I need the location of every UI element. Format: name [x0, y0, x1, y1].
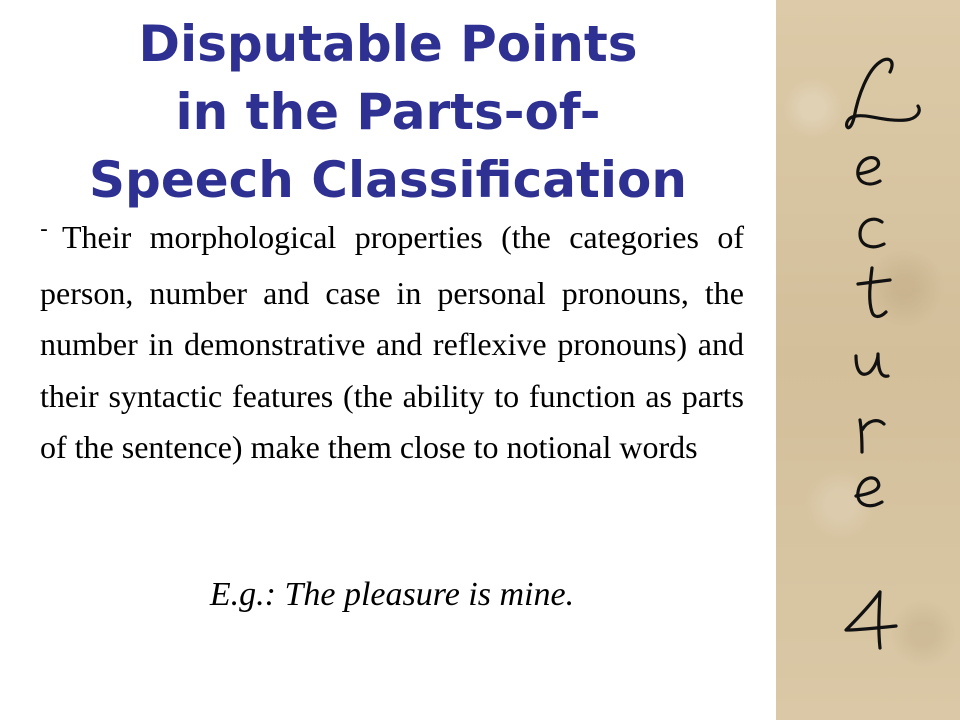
- script-L-top: [880, 59, 892, 72]
- title-line-3: Speech Classification: [89, 151, 687, 209]
- script-c: [860, 219, 884, 247]
- script-e: [858, 158, 880, 184]
- script-e2: [856, 478, 882, 506]
- script-L: [847, 62, 920, 128]
- slide-title: [8, 10, 768, 214]
- script-t-cross: [858, 280, 890, 284]
- title-line-1: Disputable Points: [138, 15, 638, 73]
- example-sentence: E.g.: The pleasure is mine.: [209, 576, 575, 613]
- lecture-side-panel: [776, 0, 960, 720]
- bullet-dash: -: [40, 217, 48, 242]
- body-text: Their morphological properties (the categories of person, number and case in personal pronouns, the number in demonstrative and reflexive pronouns) and their syntactic features (the ability to function as parts of the sentence) make them close to notional words: [40, 219, 744, 465]
- title-line-2: in the Parts-of-: [175, 83, 601, 141]
- body-paragraph: [40, 212, 744, 474]
- script-r: [860, 420, 884, 452]
- script-4: [846, 592, 896, 648]
- lecture-script-art: [776, 0, 960, 720]
- script-u: [856, 354, 888, 376]
- script-t-stem: [870, 268, 886, 317]
